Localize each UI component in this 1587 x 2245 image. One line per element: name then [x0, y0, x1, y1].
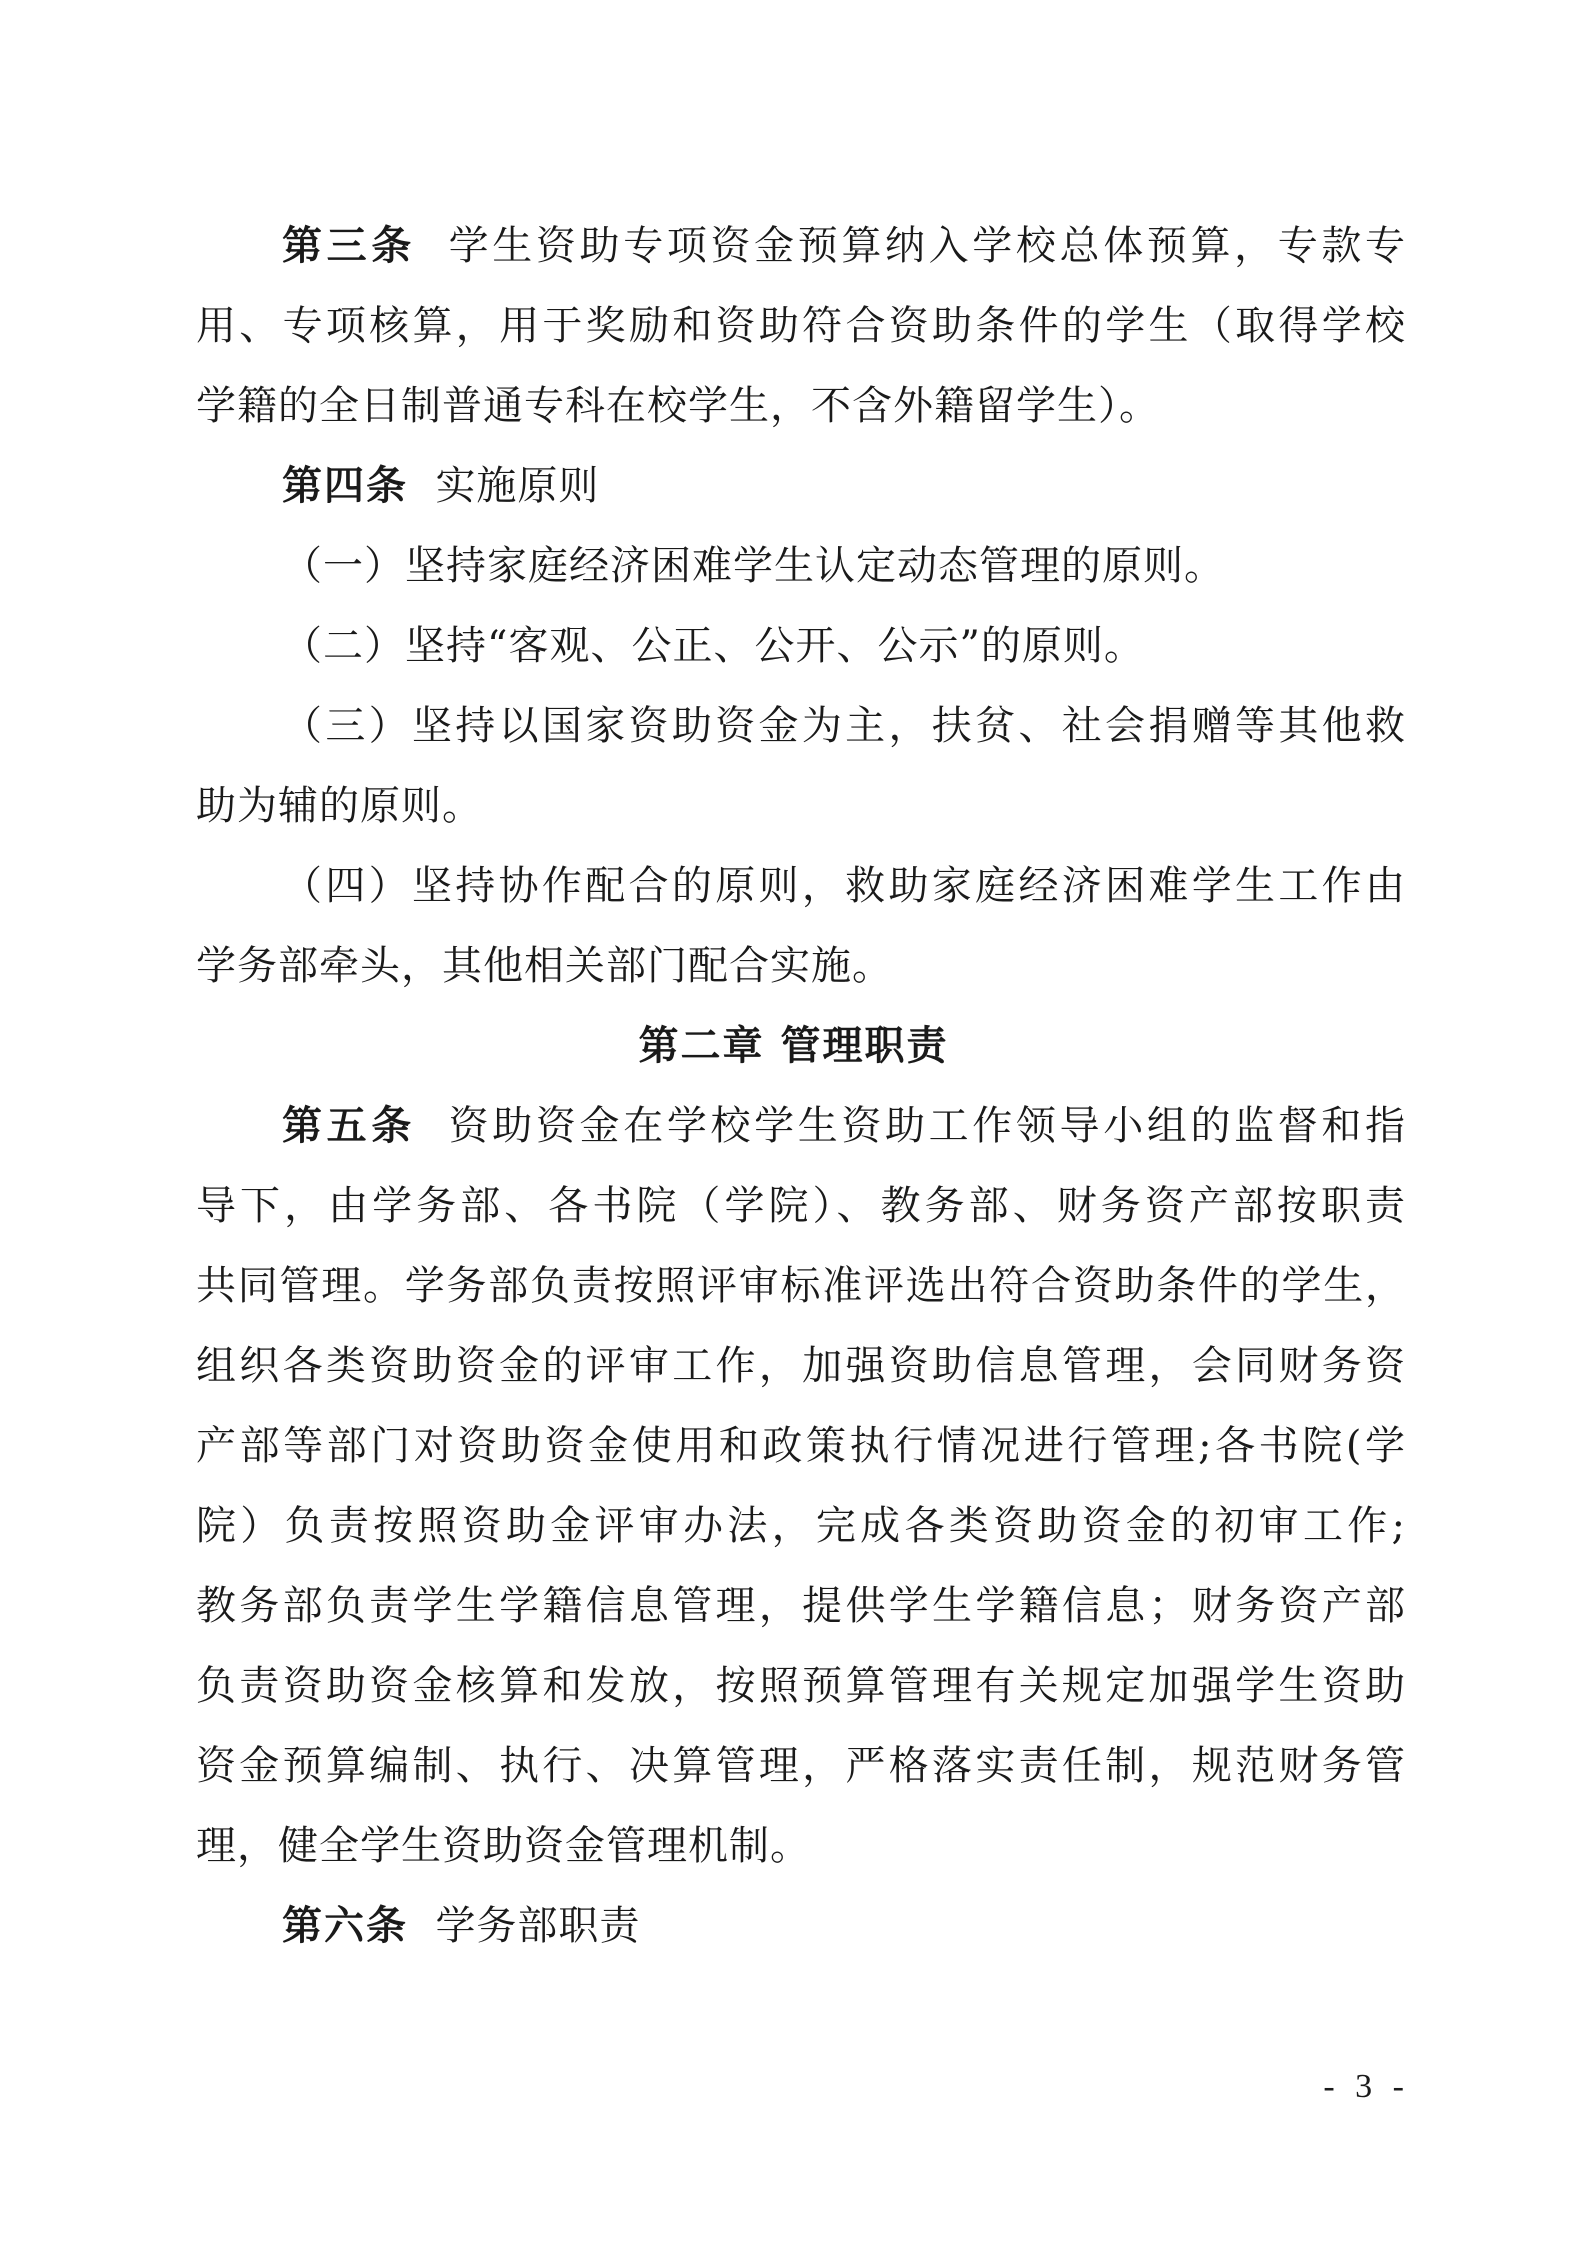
- chapter-title: 第二章 管理职责: [638, 1023, 949, 1069]
- article-3-label: 第三条: [282, 223, 416, 269]
- article-6-title: 学务部职责: [435, 1903, 641, 1949]
- article-5-line-10: 理，健全学生资助资金管理机制。: [196, 1823, 811, 1869]
- article-5-line-8: 负责资助资金核算和发放，按照预算管理有关规定加强学生资助: [196, 1663, 1406, 1709]
- page-number: - 3 -: [1323, 2068, 1410, 2105]
- principle-2: （二）坚持“客观、公正、公开、公示”的原则。: [282, 623, 1145, 669]
- article-5-text-1: 资助资金在学校学生资助工作领导小组的监督和指: [448, 1103, 1407, 1149]
- principle-4-line-1: （四）坚持协作配合的原则，救助家庭经济困难学生工作由: [282, 863, 1406, 909]
- article-3-line-3: 学籍的全日制普通专科在校学生，不含外籍留学生）。: [196, 383, 1160, 429]
- article-4-heading: [282, 462, 1406, 510]
- article-5-line-1: [282, 1102, 1406, 1150]
- principle-3-line-2: 助为辅的原则。: [196, 783, 483, 829]
- principle-1: （一）坚持家庭经济困难学生认定动态管理的原则。: [282, 543, 1225, 589]
- article-3-line-1: [282, 222, 1406, 270]
- principle-3-line-1: （三）坚持以国家资助资金为主，扶贫、社会捐赠等其他救: [282, 703, 1406, 749]
- article-4-label: 第四条: [282, 463, 408, 509]
- article-3-line-2: 用、专项核算，用于奖励和资助符合资助条件的学生（取得学校: [196, 303, 1406, 349]
- article-5-line-7: 教务部负责学生学籍信息管理，提供学生学籍信息；财务资产部: [196, 1583, 1406, 1629]
- article-5-line-2: 导下，由学务部、各书院（学院）、教务部、财务资产部按职责: [196, 1183, 1406, 1229]
- article-5-line-5: 产部等部门对资助资金使用和政策执行情况进行管理;各书院(学: [196, 1423, 1406, 1469]
- article-5-line-4: 组织各类资助资金的评审工作，加强资助信息管理，会同财务资: [196, 1343, 1406, 1389]
- article-4-title: 实施原则: [435, 463, 600, 509]
- article-5-line-3: 共同管理。学务部负责按照评审标准评选出符合资助条件的学生，: [196, 1263, 1406, 1309]
- article-6-heading: [282, 1902, 1406, 1950]
- article-5-label: 第五条: [282, 1103, 416, 1149]
- principle-4-line-2: 学务部牵头，其他相关部门配合实施。: [196, 943, 893, 989]
- article-5-line-6: 院）负责按照资助金评审办法，完成各类资助资金的初审工作;: [196, 1503, 1406, 1549]
- article-5-line-9: 资金预算编制、执行、决算管理，严格落实责任制，规范财务管: [196, 1743, 1406, 1789]
- article-3-text-1: 学生资助专项资金预算纳入学校总体预算，专款专: [448, 223, 1407, 269]
- article-6-label: 第六条: [282, 1903, 408, 1949]
